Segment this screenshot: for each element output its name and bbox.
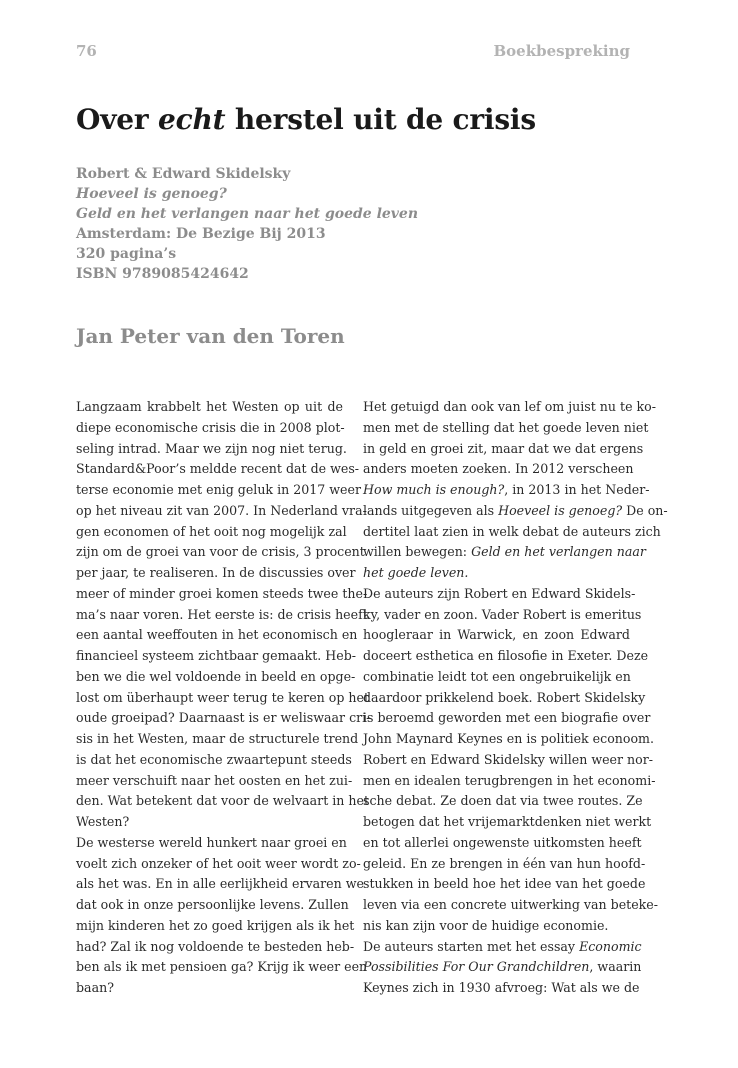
text-line: Het getuigd dan ook van lef om juist nu te ko- [363,399,657,414]
text-line: per jaar, te realiseren. In de discussies over [76,565,356,580]
text-line: terse economie met enig geluk in 2017 weer [76,482,361,497]
book-details [76,164,418,284]
italic-text: Possibilities For Our Grandchildren [363,959,590,975]
text-line: men en idealen terugbrengen in het economi- [363,772,656,788]
text-run: , in 2013 in het Neder- [504,482,650,497]
italic-text: How much is enough? [363,482,505,497]
text-line: Robert en Edward Skidelsky willen weer nor- [363,751,654,767]
text-line: doceert esthetica en filosofie in Exeter. Deze [363,648,649,663]
text-line: mijn kinderen het zo goed krijgen als ik het [76,917,355,933]
reviewer-name: Jan Peter van den Toren [76,324,345,348]
body-column-left [76,397,371,999]
text-run: lands uitgegeven als [363,502,499,518]
text-line: John Maynard Keynes en is politiek econoom. [363,731,654,746]
text-line: De westerse wereld hunkert naar groei en [76,834,347,850]
text-line: hoogleraar in Warwick, en zoon Edward [363,627,630,643]
italic-text: Economic [579,938,642,954]
text-line: Keynes zich in 1930 afvroeg: Wat als we de [363,980,640,995]
text-line: als het was. En in alle eerlijkheid ervaren we [76,876,364,892]
text-line: seling intrad. Maar we zijn nog niet terug. [76,440,347,456]
text-line [363,480,650,501]
text-line: Langzaam krabbelt het Westen op uit de [76,399,343,414]
text-line: dertitel laat zien in welk debat de auteurs zich [363,523,661,539]
text-run: , waarin [589,959,642,975]
text-line: stukken in beeld hoe het idee van het goede [363,876,646,892]
text-line: meer verschuift naar het oosten en het zui- [76,772,353,788]
text-line: daardoor prikkelend boek. Robert Skidelsky [363,689,646,705]
text-run: De auteurs starten met het essay [363,938,580,954]
italic-text: Hoeveel is genoeg? [498,502,623,518]
text-line: ky, vader en zoon. Vader Robert is emeritus [363,606,642,622]
text-line: oude groeipad? Daarnaast is er weliswaar cri- [76,710,371,726]
book-pages: 320 pagina’s [76,246,177,262]
text-line: ben als ik met pensioen ga? Krijg ik weer een [76,959,368,975]
text-line [363,957,642,978]
text-line: had? Zal ik nog voldoende te besteden heb- [76,938,355,954]
text-line: sche debat. Ze doen dat via twee routes. Ze [363,793,643,809]
running-head: Boekbespreking [493,42,630,60]
text-line: meer of minder groei komen steeds twee the- [76,585,368,601]
text-run: De on- [622,502,668,518]
text-line: geleid. En ze brengen in één van hun hoofd- [363,855,646,871]
text-line: betogen dat het vrijemarktdenken niet werkt [363,814,652,829]
text-line: nis kan zijn voor de huidige economie. [363,917,609,933]
page-number: 76 [76,42,97,60]
title-emphasis: echt [157,103,226,136]
italic-text: Geld en het verlangen naar [471,544,646,560]
text-line: een aantal weeffouten in het economisch en [76,627,358,643]
text-line: Westen? [76,814,130,829]
text-line: sis in het Westen, maar de structurele trend [76,731,359,746]
text-line [363,501,668,522]
text-line: ma’s naar voren. Het eerste is: de crisis heeft [76,606,368,622]
title-part: herstel uit de crisis [225,103,536,136]
text-line: is dat het economische zwaartepunt steeds [76,751,352,767]
text-line [363,937,642,958]
text-line: gen economen of het ooit nog mogelijk zal [76,523,347,539]
text-line: zijn om de groei van voor de crisis, 3 procent [76,544,365,560]
text-line: voelt zich onzeker of het ooit weer wordt zo- [76,855,361,871]
book-publisher: Amsterdam: De Bezige Bij 2013 [76,226,326,242]
text-line: baan? [76,980,114,995]
text-line: in geld en groei zit, maar dat we dat ergens [363,440,644,456]
text-line: leven via een concrete uitwerking van beteke- [363,897,659,912]
text-line: is beroemd geworden met een biografie over [363,710,651,726]
text-line: diepe economische crisis die in 2008 plot- [76,419,345,435]
book-title: Hoeveel is genoeg? [76,186,227,202]
text-line: combinatie leidt tot een ongebruikelijk en [363,668,631,684]
text-line: den. Wat betekent dat voor de welvaart in het [76,793,370,809]
book-isbn: ISBN 9789085424642 [76,266,249,282]
text-line: De auteurs zijn Robert en Edward Skidels- [363,585,636,601]
text-line [363,542,646,563]
italic-text: het goede leven. [363,565,469,580]
text-line: dat ook in onze persoonlijke levens. Zullen [76,897,349,912]
book-subtitle: Geld en het verlangen naar het goede leven [76,206,419,222]
article-title [76,103,536,136]
text-run: willen bewegen: [363,544,472,560]
text-line: op het niveau zit van 2007. In Nederland vra- [76,502,367,518]
text-line [363,563,630,584]
text-line: financieel systeem zichtbaar gemaakt. Heb- [76,648,357,663]
text-line: men met de stelling dat het goede leven niet [363,419,649,435]
text-line: anders moeten zoeken. In 2012 verscheen [363,461,634,477]
text-line: Standard&Poor’s meldde recent dat de wes- [76,461,360,477]
title-part: Over [76,103,158,136]
body-column-right [363,397,668,999]
book-authors: Robert & Edward Skidelsky [76,166,291,182]
text-line: ben we die wel voldoende in beeld en opge- [76,668,356,684]
text-line: en tot allerlei ongewenste uitkomsten heeft [363,834,642,850]
text-line: lost om überhaupt weer terug te keren op het [76,689,370,705]
